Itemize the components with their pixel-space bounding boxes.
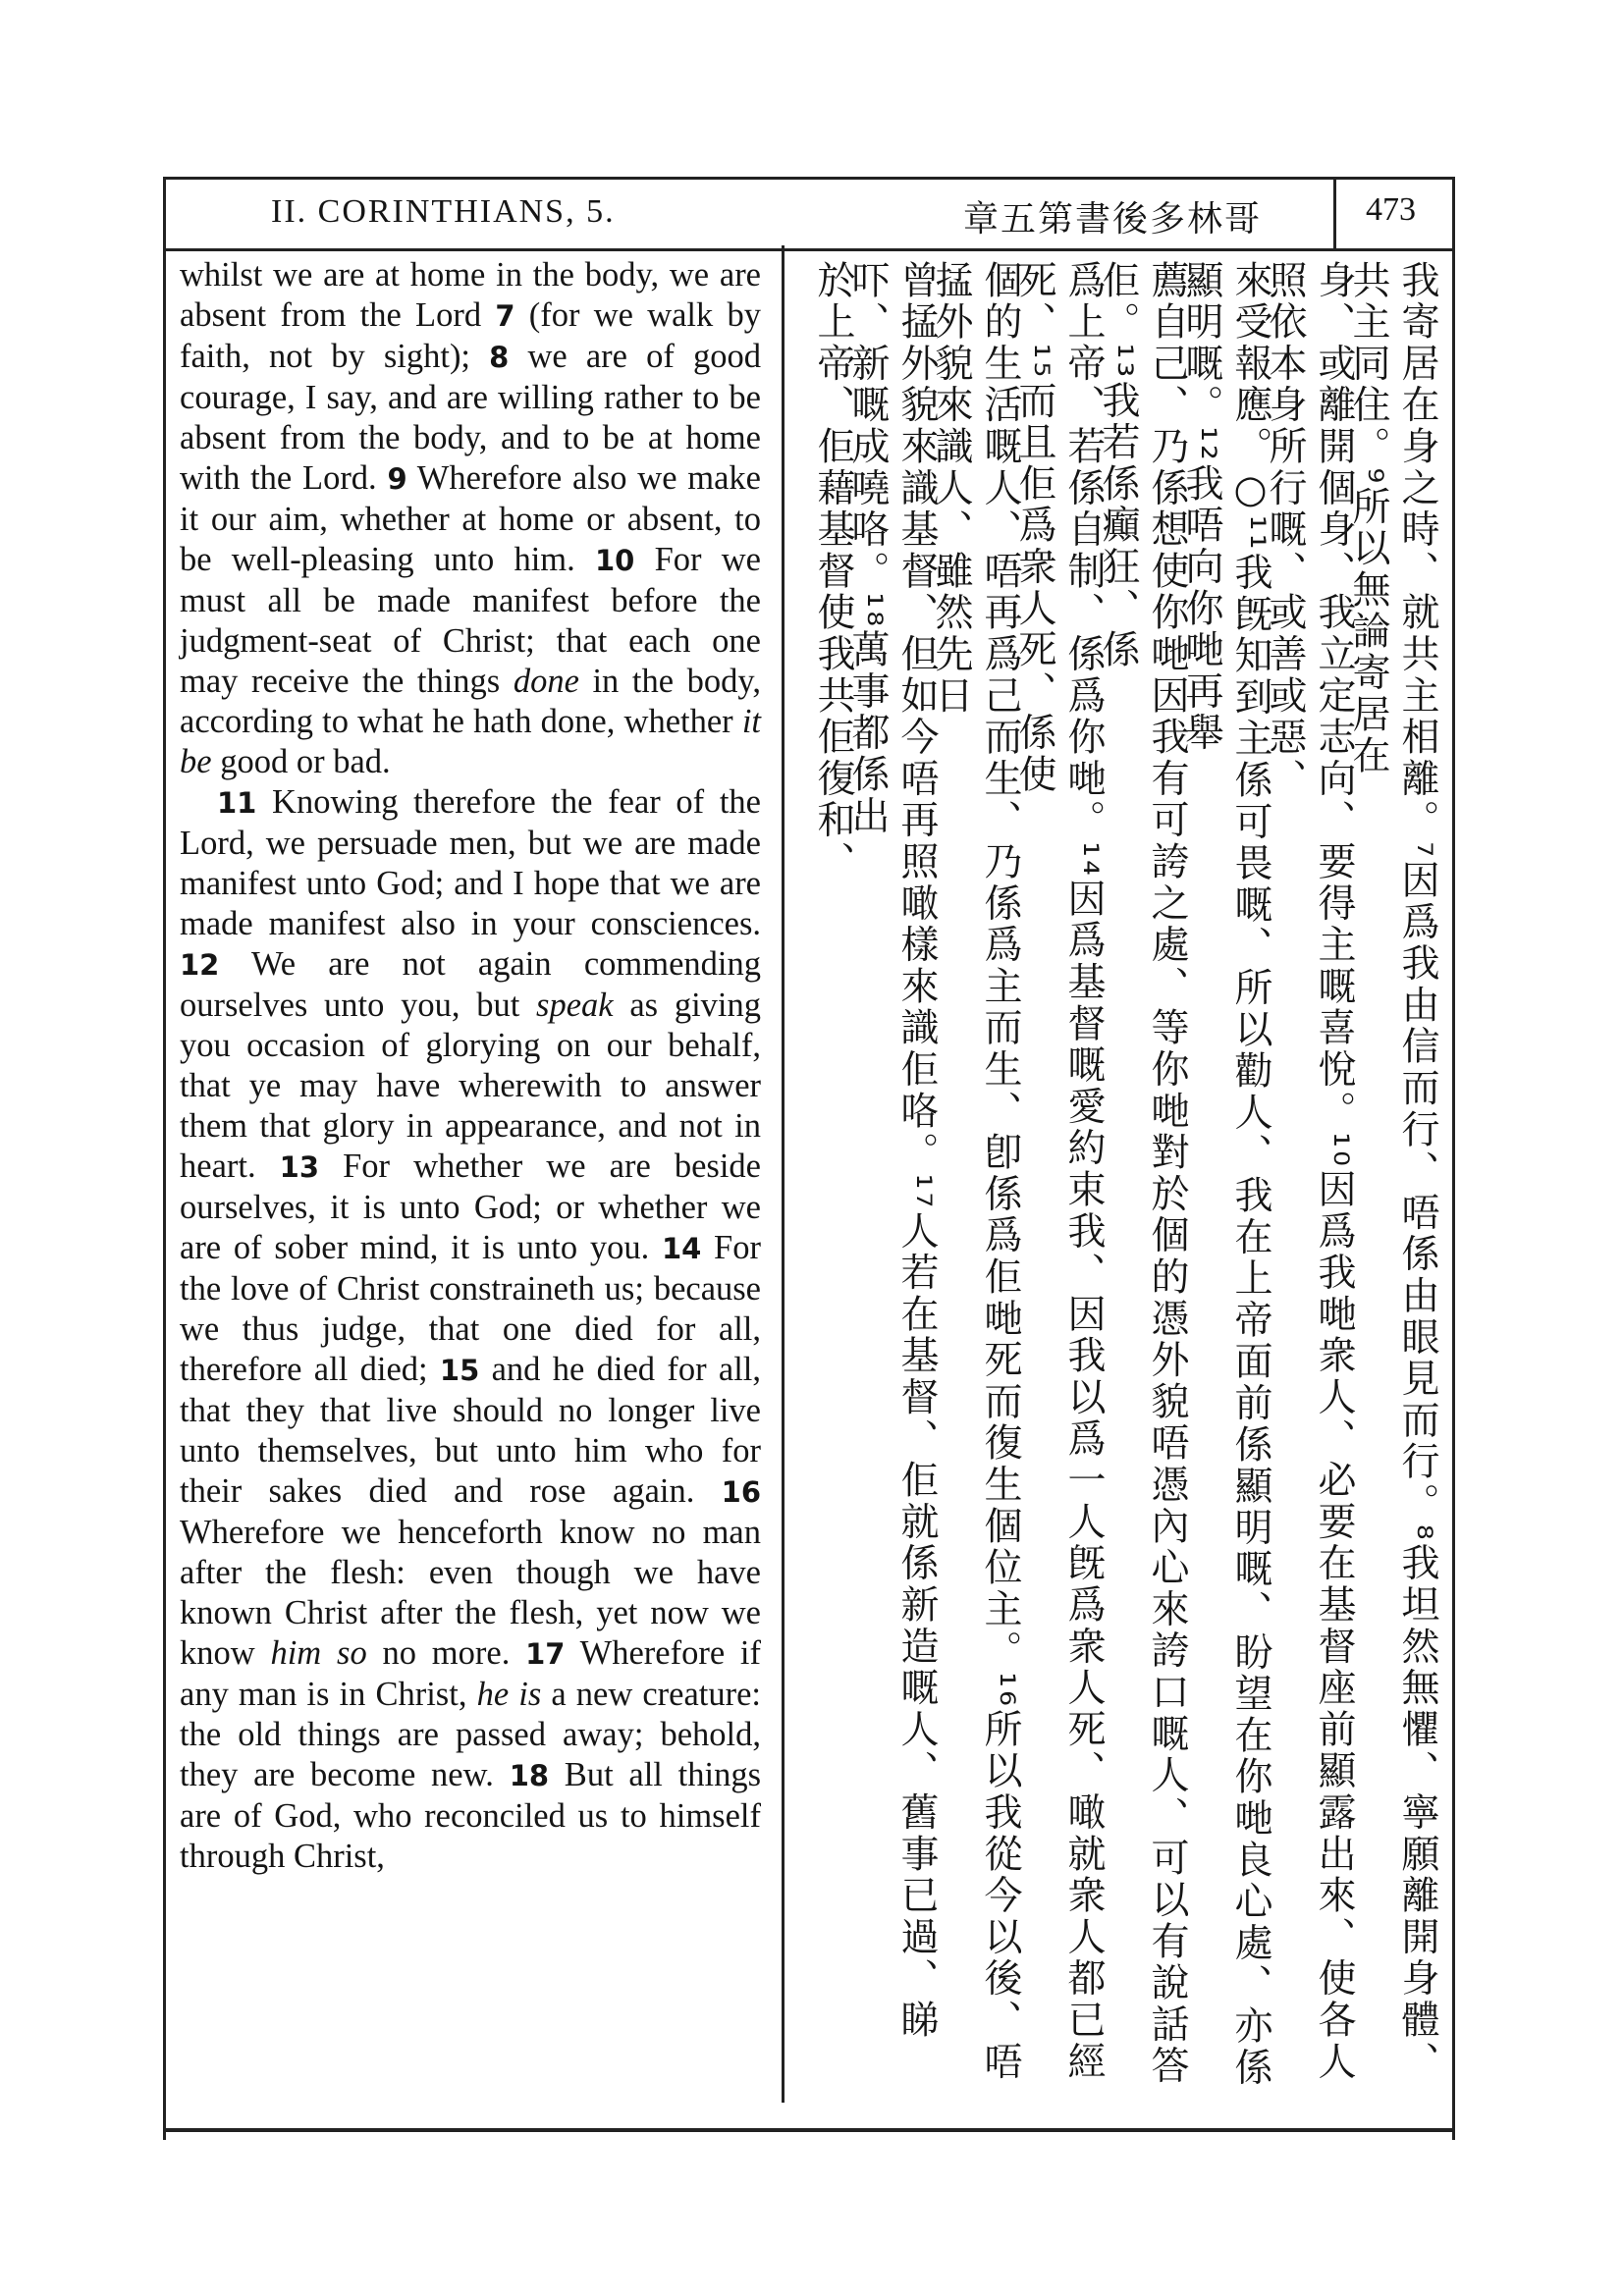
verse-number-11: 11 bbox=[217, 786, 257, 820]
verse-number-17: 17 bbox=[525, 1637, 566, 1671]
chinese-text-column bbox=[788, 260, 1446, 2101]
page-number: 473 bbox=[1366, 191, 1416, 228]
bottom-rule bbox=[163, 2128, 1455, 2132]
verse-number-8: 8 bbox=[489, 341, 510, 374]
italic-text: he is bbox=[476, 1676, 542, 1713]
italic-text: done bbox=[513, 663, 579, 700]
text-run: in the body, according to what he hath done, whether bbox=[180, 663, 762, 740]
text-run: Wherefore also we make it our aim, whether at home or absent, to be well-pleasing unto him. bbox=[180, 459, 761, 578]
text-run: we are of good courage, I say, and are willing rather to be absent from the body, and to be at home with the Lord. bbox=[180, 338, 761, 497]
text-run: as giving you occasion of glorying on our behalf, that ye may have wherewith to answer them that glory in appearance, and not in heart. bbox=[180, 987, 761, 1185]
text-run: For whether we are beside ourselves, it is unto God; or whether we are of sober mind, it is unto you. bbox=[180, 1148, 761, 1266]
italic-text: him so bbox=[270, 1634, 367, 1672]
text-run: For we must all be made manifest before the judgment-seat of Christ; that each one may receive the things bbox=[180, 541, 761, 700]
text-run: and he died for all, that they that live should no longer live unto themselves, but unto him who for their sakes died and rose again. bbox=[180, 1351, 761, 1510]
chinese-vertical-line-6: 個的生活嘅人、唔再爲己而生、乃係爲主而生、卽係爲佢哋死而復生個位主。¹⁶所以我從今以後、唔掹外貌來識人、雖然先日 bbox=[929, 260, 1022, 2083]
chinese-vertical-line-5: 爲上帝、若係自制、係爲你哋。¹⁴因爲基督嘅愛約束我、因我以爲一人旣爲衆人死、噉就衆人都已經死、¹⁵而且佢爲衆人死、係使 bbox=[1012, 260, 1106, 2083]
verse-number-13: 13 bbox=[279, 1150, 320, 1184]
text-run: We are not again commending ourselves unto you, but bbox=[180, 945, 761, 1024]
verse-number-12: 12 bbox=[180, 948, 220, 982]
italic-text: speak bbox=[536, 987, 614, 1024]
text-run: Wherefore if any man is in Christ, bbox=[180, 1634, 762, 1713]
chinese-vertical-line-3: 來受報應。○¹¹我旣知到主係可畏嘅、所以勸人、我在上帝面前係顯明嘅、盼望在你哋良心處、亦係顯明嘅。¹²我唔向你哋再舉 bbox=[1179, 260, 1272, 2089]
header-title-english: II. CORINTHIANS, 5. bbox=[271, 193, 616, 230]
header-title-chinese: 章五第書後多林哥 bbox=[963, 199, 1263, 240]
header-divider bbox=[1333, 180, 1336, 248]
text-run: good or bad. bbox=[211, 743, 391, 780]
text-run: (for we walk by faith, not by sight); bbox=[180, 296, 761, 375]
text-run: Wherefore we henceforth know no man after the flesh: even though we have known Christ after the flesh, yet now we know bbox=[180, 1514, 761, 1672]
verse-number-9: 9 bbox=[387, 462, 407, 496]
column-divider bbox=[782, 245, 784, 2103]
english-text-column bbox=[180, 255, 761, 1877]
text-run: Knowing therefore the fear of the Lord, we persuade men, but we are made manifest unto God; and I hope that we are made manifest also in your consciences. bbox=[180, 783, 761, 942]
chinese-vertical-line-8: 於上帝、佢藉基督使我共佢復和、 bbox=[811, 260, 855, 883]
verse-number-18: 18 bbox=[509, 1759, 550, 1792]
verse-number-16: 16 bbox=[721, 1475, 761, 1509]
text-run: no more. bbox=[366, 1634, 526, 1672]
text-run: whilst we are at home in the body, we are absent from the Lord bbox=[180, 256, 761, 334]
english-paragraph-2 bbox=[180, 782, 761, 1877]
page-header bbox=[163, 177, 1455, 251]
verse-number-7: 7 bbox=[495, 299, 515, 333]
italic-text: it be bbox=[180, 703, 761, 780]
english-paragraph-1 bbox=[180, 255, 761, 782]
chinese-vertical-line-7: 曾掹外貌來識基督、但如今唔再照噉樣來識佢咯。¹⁷人若在基督、佢就係新造嘅人、舊事已過、睇吓、新嘅成嘵咯。¹⁸萬事都係出 bbox=[845, 260, 939, 2042]
verse-number-10: 10 bbox=[595, 544, 635, 577]
chinese-vertical-line-2: 身、或離開個身、我立定志向、要得主嘅喜悅。¹⁰因爲我哋衆人、必要在基督座前顯露出來、使各人照依本身所行嘅、或善或惡、 bbox=[1263, 260, 1356, 2083]
verse-number-15: 15 bbox=[439, 1354, 480, 1387]
chinese-vertical-line-4: 薦自己、乃係想使你哋因我有可誇之處、等你哋對於個的憑外貌唔憑內心來誇口嘅人、可以有說話答佢。¹³我若係癲狂、係 bbox=[1096, 260, 1189, 2088]
verse-number-14: 14 bbox=[661, 1232, 702, 1265]
text-run: But all things are of God, who reconciled us to himself through Christ, bbox=[180, 1756, 761, 1875]
text-run: For the love of Christ constraineth us; because we thus judge, that one died for all, therefore all died; bbox=[180, 1229, 761, 1388]
text-run: a new creature: the old things are passed away; behold, they are become new. bbox=[180, 1676, 762, 1793]
chinese-vertical-line-1: 我寄居在身之時、就共主相離。⁷因爲我由信而行、唔係由眼見而行。⁸我坦然無懼、寧願離開身體、共主同住。⁹所以無論寄居在 bbox=[1346, 260, 1439, 2083]
